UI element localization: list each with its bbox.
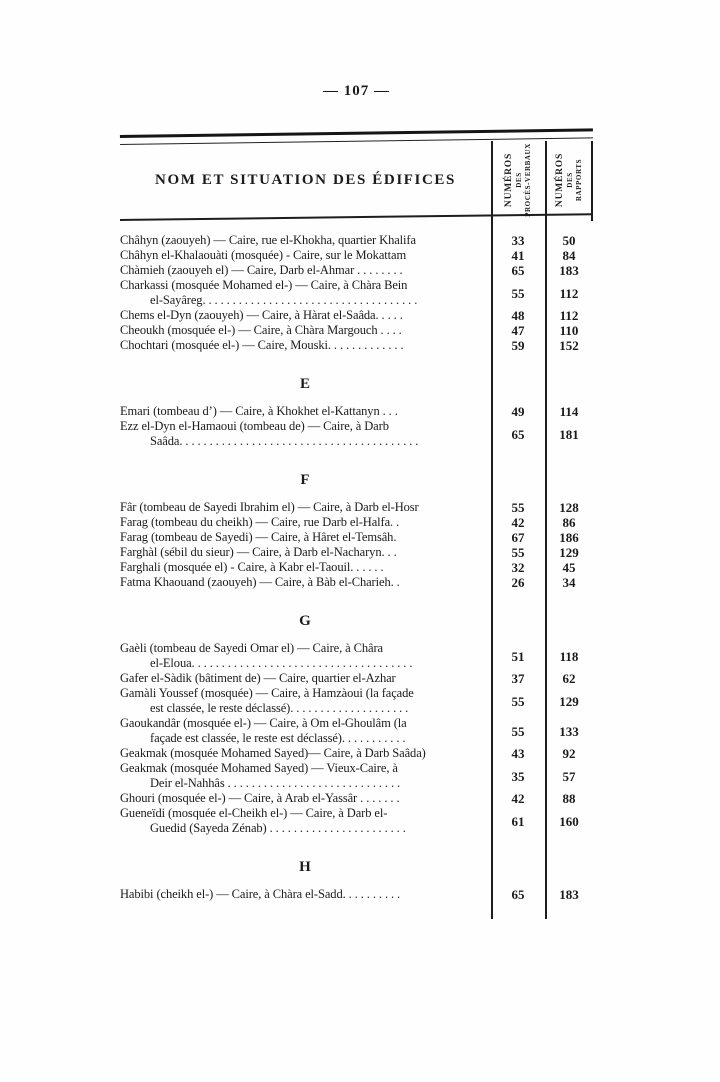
col2-line1: NUMÉROS (555, 152, 566, 208)
rapport-number: 86 (562, 515, 576, 530)
proces-verbal-number: 49 (511, 404, 525, 419)
rapport-number: 186 (559, 530, 579, 545)
table-row (120, 248, 593, 263)
edifice-name-and-location (120, 806, 491, 836)
entry-line: Charkassi (mosquée Mohamed el-) — Caire, à Chàra Bein (120, 278, 408, 292)
section-letter-g: G (299, 613, 312, 629)
edifice-name-and-location (120, 404, 491, 419)
table-row (120, 308, 593, 323)
rapport-number: 160 (559, 813, 579, 829)
entry-line: Chochtari (mosquée el-) — Caire, Mouski. . . . . . . . . . . . . (120, 338, 404, 352)
rapport-number: 62 (562, 671, 576, 686)
proces-verbal-number: 35 (511, 768, 525, 784)
entry-line: Gamàli Youssef (mosquée) — Caire, à Hamzàoui (la façade (120, 686, 414, 700)
table-row (120, 575, 593, 590)
entry-line: Farag (tombeau du cheikh) — Caire, rue Darb el-Halfa. . (120, 515, 400, 529)
edifice-name-and-location (120, 515, 491, 530)
entry-line: Cheoukh (mosquée el-) — Caire, à Chàra Margouch . . . . (120, 323, 402, 337)
edifice-name-and-location (120, 233, 491, 248)
entry-line: Geakmak (mosquée Mohamed Sayed) — Vieux-Caire, à (120, 761, 398, 775)
edifice-name-and-location (120, 575, 491, 590)
entry-line: façade est classée, le reste est déclassé). . . . . . . . . . . (150, 731, 406, 745)
rapport-number: 88 (562, 791, 576, 806)
col1-line2: DES (515, 172, 523, 188)
table-row (120, 263, 593, 278)
rapport-number: 128 (559, 500, 579, 515)
rapport-number: 114 (559, 404, 579, 419)
edifice-name-and-location (120, 761, 491, 791)
proces-verbal-number: 47 (511, 323, 525, 338)
entry-line: Gaoukandâr (mosquée el-) — Caire, à Om el-Ghoulâm (la (120, 716, 407, 730)
section-letter-h: H (299, 859, 312, 875)
edifice-name-and-location (120, 308, 491, 323)
edifice-name-and-location (120, 560, 491, 575)
table-body (120, 228, 593, 902)
table-row (120, 323, 593, 338)
rapport-number: 183 (559, 263, 579, 278)
edifice-name-and-location (120, 641, 491, 671)
entry-line: Gueneïdi (mosquée el-Cheikh el-) — Caire, à Darb el- (120, 806, 388, 820)
proces-verbal-number: 65 (511, 426, 525, 442)
rapport-number: 129 (559, 693, 579, 709)
edifice-name-and-location (120, 545, 491, 560)
proces-verbal-number: 32 (511, 560, 525, 575)
entry-line: Fatma Khaouand (zaouyeh) — Caire, à Bàb el-Charieh. . (120, 575, 400, 589)
page-number: — 107 — (323, 83, 390, 99)
proces-verbal-number: 42 (511, 515, 525, 530)
rapport-number: 181 (559, 426, 579, 442)
proces-verbal-number: 65 (511, 263, 525, 278)
column-header-proces-verbaux (491, 141, 545, 219)
entry-line: Chems el-Dyn (zaouyeh) — Caire, à Hàrat el-Saâda. . . . . (120, 308, 403, 322)
column-header-rapports (545, 141, 593, 219)
entry-line: Gafer el-Sàdik (bâtiment de) — Caire, quartier el-Azhar (120, 671, 396, 685)
rapport-number: 50 (562, 233, 576, 248)
edifice-name-and-location (120, 323, 491, 338)
edifice-name-and-location (120, 887, 491, 902)
table-row (120, 716, 593, 746)
table-row (120, 806, 593, 836)
proces-verbal-number: 42 (511, 791, 525, 806)
col1-line1: NUMÉROS (504, 152, 514, 208)
proces-verbal-number: 33 (511, 233, 525, 248)
edifice-name-and-location (120, 500, 491, 515)
entry-line: Deir el-Nahhâs . . . . . . . . . . . . . . . . . . . . . . . . . . . . . (150, 776, 401, 790)
table-row (120, 404, 593, 419)
table-header (120, 141, 593, 219)
section-letter-f: F (300, 472, 311, 488)
proces-verbal-number: 55 (511, 500, 525, 515)
entry-line: el-Eloua. . . . . . . . . . . . . . . . . . . . . . . . . . . . . . . . . . . . . (150, 656, 413, 670)
proces-verbal-number: 55 (511, 693, 525, 709)
rapport-number: 133 (559, 723, 579, 739)
table-row (120, 545, 593, 560)
table-row (120, 671, 593, 686)
entry-line: Gaèli (tombeau de Sayedi Omar el) — Caire, à Châra (120, 641, 383, 655)
edifice-name-and-location (120, 791, 491, 806)
entry-line: Farag (tombeau de Sayedi) — Caire, à Hâret el-Temsâh. (120, 530, 397, 544)
rapport-number: 92 (562, 746, 576, 761)
rapport-number: 57 (562, 768, 576, 784)
edifice-name-and-location (120, 686, 491, 716)
proces-verbal-number: 26 (511, 575, 525, 590)
table-row (120, 641, 593, 671)
proces-verbal-number: 37 (511, 671, 525, 686)
table-row (120, 530, 593, 545)
entry-line: Geakmak (mosquée Mohamed Sayed)— Caire, à Darb Saâda) (120, 746, 426, 760)
rapport-number: 112 (559, 285, 579, 301)
entry-line: est classée, le reste déclassé). . . . . . . . . . . . . . . . . . . . (150, 701, 409, 715)
section-letter-e: E (299, 376, 311, 392)
rapport-number: 118 (559, 648, 579, 664)
table-row (120, 761, 593, 791)
entry-line: Fâr (tombeau de Sayedi Ibrahim el) — Caire, à Darb el-Hosr (120, 500, 419, 514)
rapport-number: 45 (562, 560, 576, 575)
entry-line: Farghàl (sébil du sieur) — Caire, à Darb el-Nacharyn. . . (120, 545, 397, 559)
edifices-table (120, 133, 593, 923)
table-row (120, 500, 593, 515)
edifice-name-and-location (120, 419, 491, 449)
entry-line: Ghouri (mosquée el-) — Caire, à Arab el-Yassâr . . . . . . . (120, 791, 400, 805)
edifice-name-and-location (120, 263, 491, 278)
table-row (120, 419, 593, 449)
entry-line: Saâda. . . . . . . . . . . . . . . . . . . . . . . . . . . . . . . . . . . . . . . . (150, 434, 419, 448)
rapport-number: 129 (559, 545, 579, 560)
entry-line: el-Sayâreg. . . . . . . . . . . . . . . . . . . . . . . . . . . . . . . . . . . . (150, 293, 418, 307)
col2-line2: DES (566, 172, 575, 188)
table-row (120, 791, 593, 806)
proces-verbal-number: 48 (511, 308, 525, 323)
rapport-number: 152 (559, 338, 579, 353)
edifice-name-and-location (120, 278, 491, 308)
edifice-name-and-location (120, 248, 491, 263)
edifice-name-and-location (120, 671, 491, 686)
entry-line: Emari (tombeau d’) — Caire, à Khokhet el-Kattanyn . . . (120, 404, 398, 418)
table-title: NOM ET SITUATION DES ÉDIFICES (155, 171, 456, 188)
entry-line: Châhyn (zaouyeh) — Caire, rue el-Khokha, quartier Khalifa (120, 233, 416, 247)
rapport-number: 112 (559, 308, 579, 323)
proces-verbal-number: 59 (511, 338, 525, 353)
table-row (120, 338, 593, 353)
table-row (120, 278, 593, 308)
proces-verbal-number: 51 (511, 648, 525, 664)
edifice-name-and-location (120, 716, 491, 746)
edifice-name-and-location (120, 746, 491, 761)
rapport-number: 110 (559, 323, 579, 338)
table-row (120, 233, 593, 248)
entry-line: Habibi (cheikh el-) — Caire, à Chàra el-Sadd. . . . . . . . . . (120, 887, 401, 901)
col1-line3: PROCÈS-VERBAUX (523, 143, 532, 217)
table-row (120, 746, 593, 761)
proces-verbal-number: 67 (511, 530, 525, 545)
entry-line: Farghali (mosquée el) - Caire, à Kabr el-Taouil. . . . . . (120, 560, 384, 574)
rapport-number: 34 (562, 575, 576, 590)
entry-line: Châhyn el-Khalaouàti (mosquée) - Caire, sur le Mokattam (120, 248, 407, 262)
proces-verbal-number: 65 (511, 887, 525, 902)
entry-line: Guedid (Sayeda Zénab) . . . . . . . . . . . . . . . . . . . . . . . (150, 821, 406, 835)
proces-verbal-number: 61 (511, 813, 525, 829)
proces-verbal-number: 55 (511, 545, 525, 560)
entry-line: Ezz el-Dyn el-Hamaoui (tombeau de) — Caire, à Darb (120, 419, 389, 433)
proces-verbal-number: 43 (511, 746, 525, 761)
edifice-name-and-location (120, 338, 491, 353)
proces-verbal-number: 55 (511, 285, 525, 301)
edifice-name-and-location (120, 530, 491, 545)
table-row (120, 686, 593, 716)
col2-line3: RAPPORTS (574, 158, 583, 202)
table-row (120, 515, 593, 530)
proces-verbal-number: 55 (511, 723, 525, 739)
table-row (120, 887, 593, 902)
entry-line: Chàmieh (zaouyeh el) — Caire, Darb el-Ahmar . . . . . . . . (120, 263, 403, 277)
proces-verbal-number: 41 (511, 248, 525, 263)
rapport-number: 183 (559, 887, 579, 902)
rapport-number: 84 (562, 248, 576, 263)
table-row (120, 560, 593, 575)
